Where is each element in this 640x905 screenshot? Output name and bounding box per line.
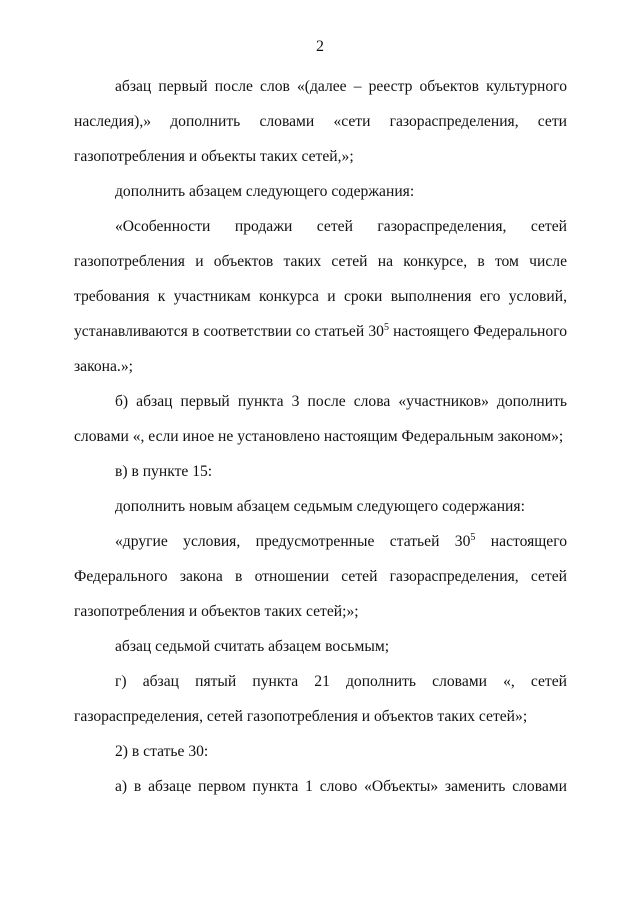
superscript-number: 5 [383,322,389,333]
text-line: а) в абзаце первом пункта 1 слово «Объекты» заменить словами [115,778,567,795]
page-number: 2 [316,38,324,55]
superscript-number: 5 [470,532,476,543]
text-line: дополнить абзацем следующего содержания: [115,183,415,200]
text-line: в) в пункте 15: [115,463,213,480]
text-line: газопотребления и объектов таких сетей;»; [74,603,359,620]
text-line: «Особенности продажи сетей газораспределения, сетей [115,218,567,235]
text-line: 2) в статье 30: [115,743,209,760]
text-line: Федерального закона в отношении сетей газораспределения, сетей [74,568,567,585]
text-line: г) абзац пятый пункта 21 дополнить словами «, сетей [115,673,567,690]
text-line: б) абзац первый пункта 3 после слова «участников» дополнить [115,393,567,410]
text-line: дополнить новым абзацем седьмым следующего содержания: [115,498,525,515]
text-line: устанавливаются в соответствии со статьей $30^5$ настоящего Федерального [74,322,568,340]
text-line: закона.»; [74,358,133,375]
text-line: абзац седьмой считать абзацем восьмым; [115,638,390,655]
text-line: требования к участникам конкурса и сроки выполнения его условий, [74,288,567,305]
text-line: газопотребления и объекты таких сетей,»; [74,148,354,165]
text-line: словами «, если иное не установлено настоящим Федеральным законом»; [74,428,564,445]
text-line: газопотребления и объектов таких сетей на конкурсе, в том числе [74,253,567,270]
text-line: газораспределения, сетей газопотребления и объектов таких сетей»; [74,708,528,725]
text-line: абзац первый после слов «(далее – реестр объектов культурного [115,78,567,95]
text-line: наследия),» дополнить словами «сети газораспределения, сети [74,113,567,130]
text-line: «другие условия, предусмотренные статьей $30^5$ настоящего [115,532,567,550]
